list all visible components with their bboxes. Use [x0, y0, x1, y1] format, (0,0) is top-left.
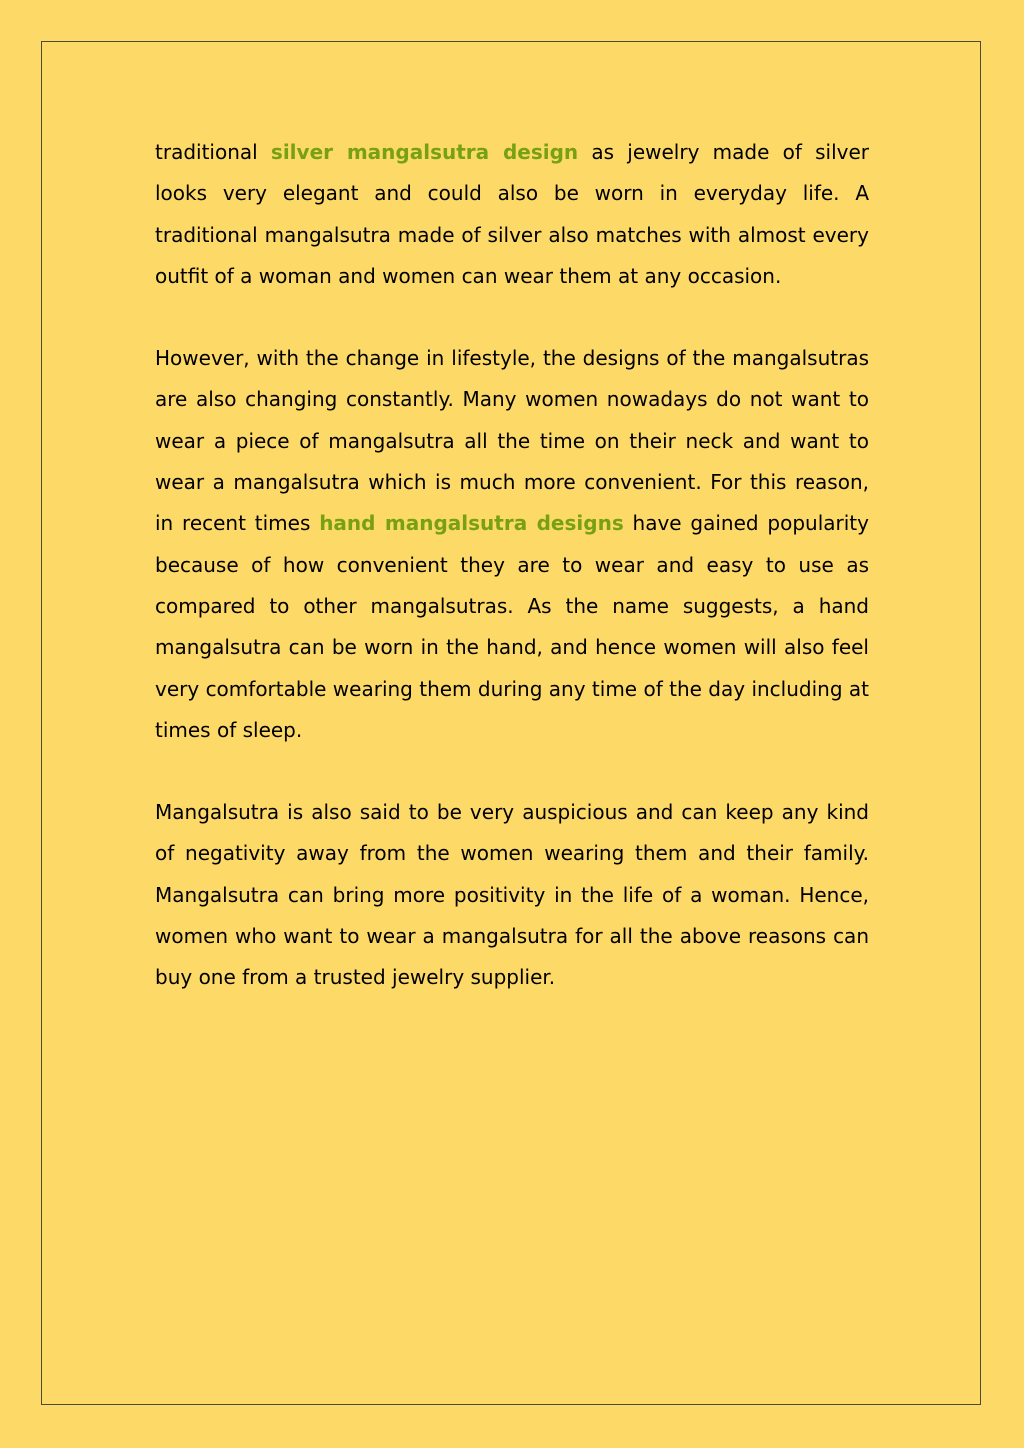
paragraph-silver-mangalsutra: [155, 132, 869, 297]
hand-mangalsutra-designs-link[interactable]: hand mangalsutra designs: [319, 511, 624, 536]
silver-mangalsutra-design-link[interactable]: silver mangalsutra design: [270, 140, 579, 164]
paragraph-hand-mangalsutra: [155, 338, 869, 751]
document-body: [155, 132, 869, 1040]
paragraph-text: have gained popularity because of how convenient they are to wear and easy to use as compared to other mangalsutras. As the name suggests, a hand mangalsutra can be worn in the hand, and hence women will also feel very comfortable wearing them during any time of the day including at times of sleep.: [155, 511, 869, 742]
paragraph-text: However, with the change in lifestyle, the designs of the mangalsutras are also changing constantly. Many women nowadays do not want to wear a piece of mangalsutra all the time on their neck and want to wear a mangalsutra which is much more convenient. For this reason, in recent times: [155, 346, 869, 536]
paragraph-auspicious: Mangalsutra is also said to be very auspicious and can keep any kind of negativity away from the women wearing them and their family. Mangalsutra can bring more positivity in the life of a woman. Hence, women who want to wear a mangalsutra for all the above reasons can buy one from a trusted jewelry supplier.: [155, 800, 869, 990]
paragraph-text: as jewelry made of silver looks very elegant and could also be worn in everyday life. A traditional mangalsutra made of silver also matches with almost every outfit of a woman and women can wear them at any occasion.: [155, 140, 869, 288]
paragraph-text: traditional: [155, 140, 271, 164]
